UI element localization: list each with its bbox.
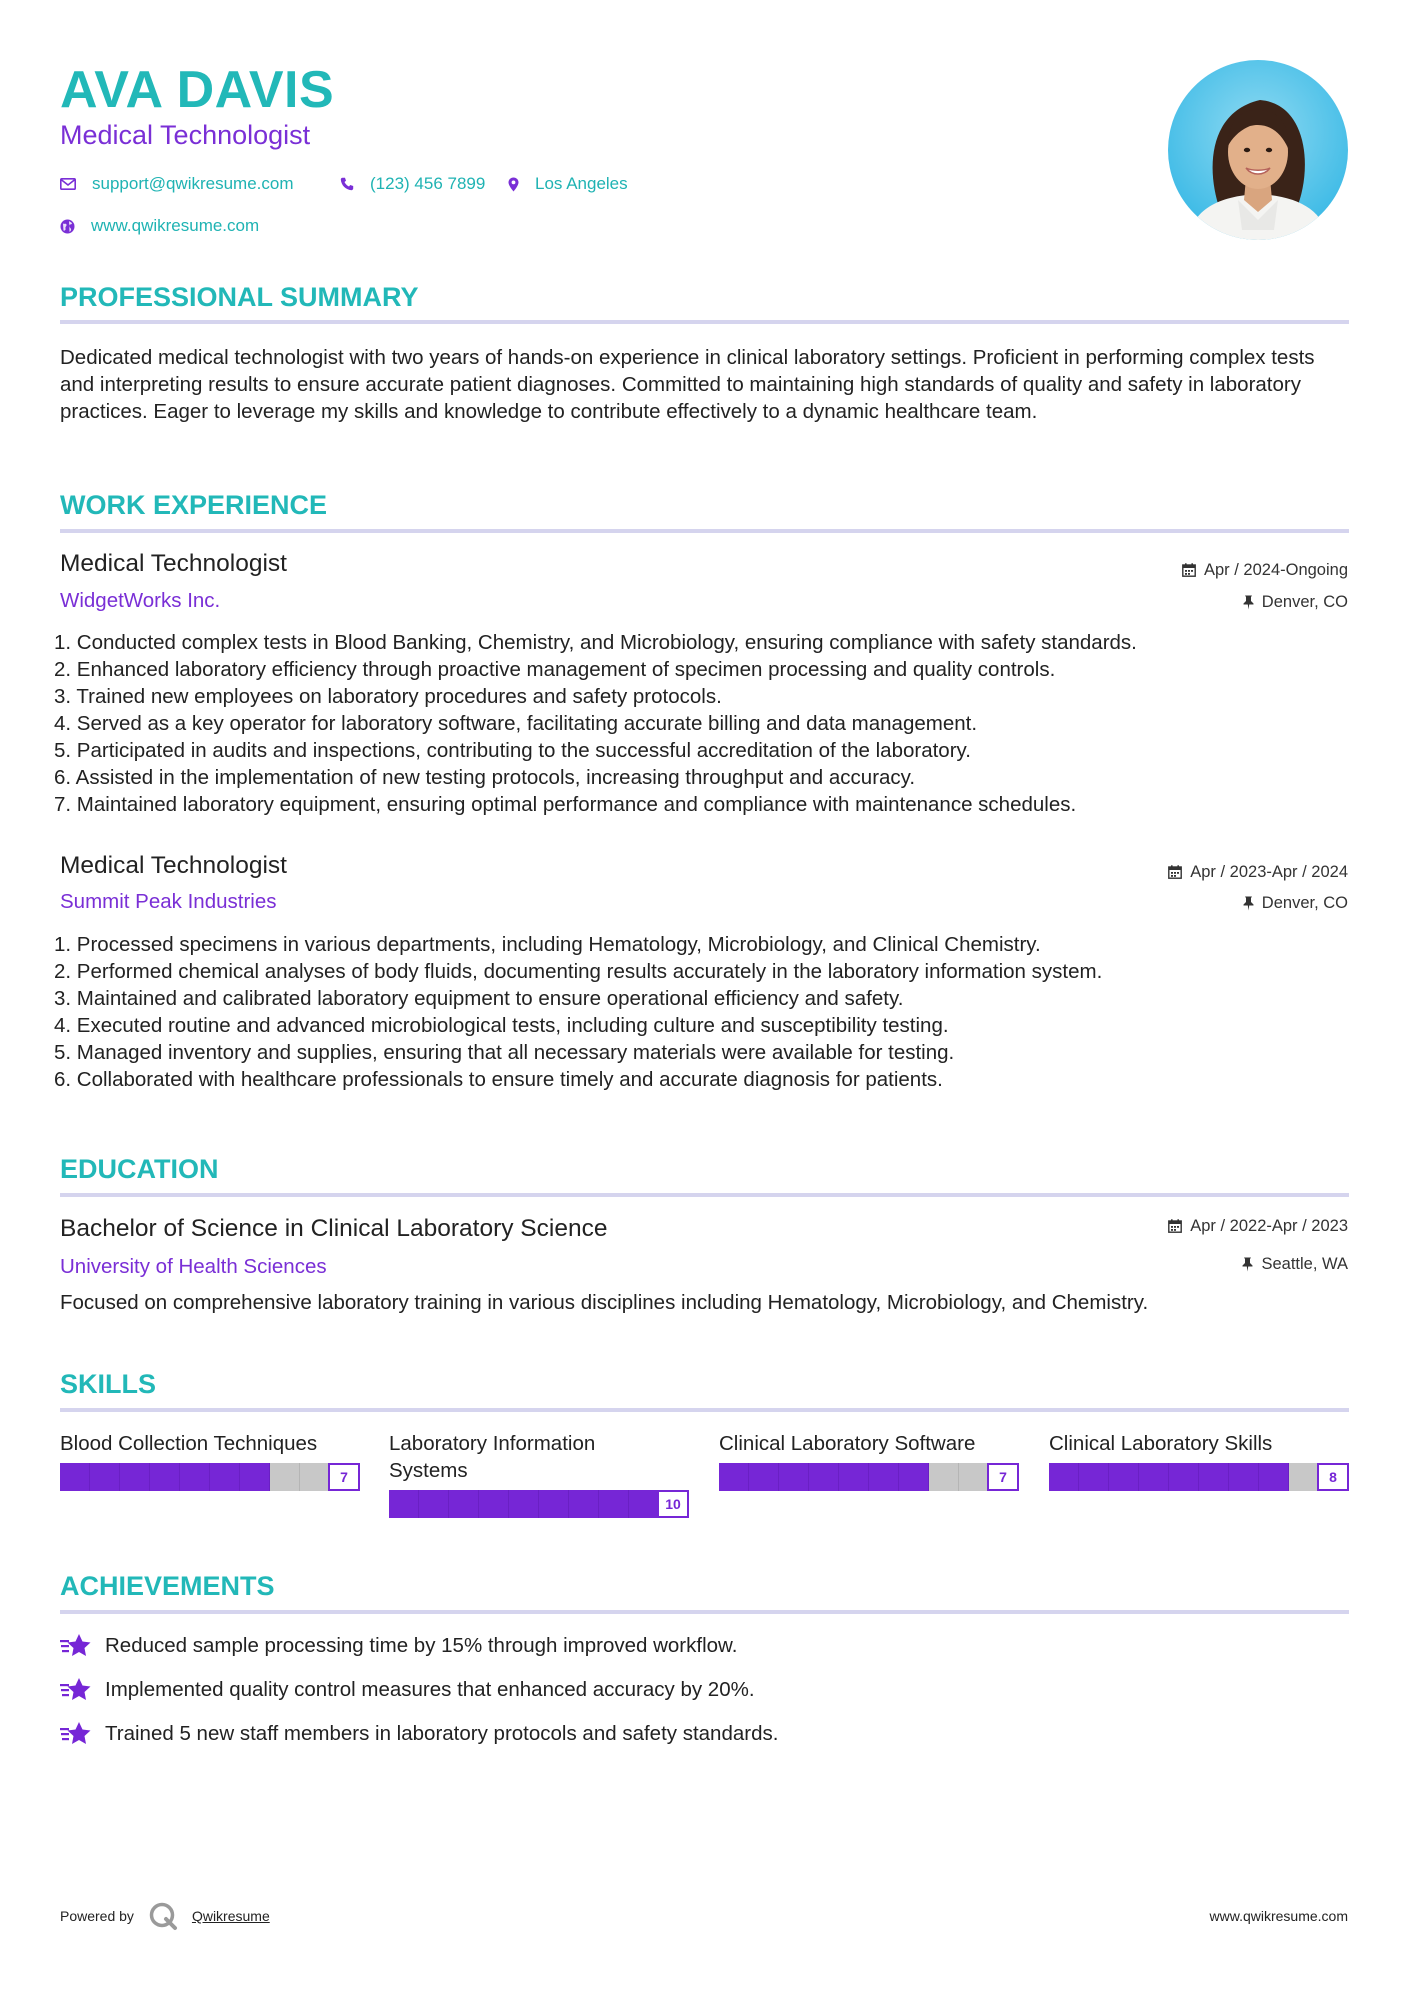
star-icon [60, 1676, 93, 1704]
skill-level-badge: 7 [328, 1463, 360, 1491]
experience-heading: WORK EXPERIENCE [60, 490, 328, 520]
skill-bar [1049, 1463, 1349, 1491]
job-responsibilities [54, 931, 1349, 1093]
list-item: 5. Managed inventory and supplies, ensuring that all necessary materials were available for testing. [54, 1041, 955, 1064]
skill-name: Clinical Laboratory Skills [1049, 1432, 1273, 1455]
skill-bar [719, 1463, 1019, 1491]
contact-email[interactable] [60, 172, 294, 196]
calendar-icon [1168, 1219, 1182, 1233]
candidate-title: Medical Technologist [60, 120, 311, 150]
skill-bar-segment [629, 1490, 659, 1518]
list-item: 5. Participated in audits and inspections, contributing to the successful accreditation of the laboratory. [54, 739, 971, 762]
skill-bar [389, 1490, 689, 1518]
skill-bar-segment [300, 1463, 330, 1491]
skill-item [389, 1430, 689, 1518]
education-location: Seattle, WA [1242, 1253, 1348, 1275]
skill-bar-segment [899, 1463, 929, 1491]
skill-item [719, 1430, 1019, 1491]
list-item: 3. Maintained and calibrated laboratory equipment to ensure operational efficiency and safety. [54, 987, 904, 1010]
skill-bar-segment [210, 1463, 240, 1491]
skill-bar-segment [839, 1463, 869, 1491]
achievement-item: Trained 5 new staff members in laboratory protocols and safety standards. [60, 1718, 778, 1750]
envelope-icon [60, 178, 76, 190]
skill-bar-segment [599, 1490, 629, 1518]
list-item: 6. Assisted in the implementation of new testing protocols, increasing throughput and accuracy. [54, 766, 916, 789]
skill-bar-segment [270, 1463, 300, 1491]
achievements-divider [60, 1610, 1349, 1614]
skill-level-badge: 10 [657, 1490, 689, 1518]
skill-bar-segment [479, 1490, 509, 1518]
summary-text: Dedicated medical technologist with two years of hands-on experience in clinical laboratory settings. Proficient in performing complex tests and interpreting results to ensure accurate patient diagnoses. Committed to maintaining high standards of quality and safety in laboratory practices. Eager to leverage my skills and knowledge to contribute effectively to a dynamic healthcare team. [60, 346, 1315, 423]
job-company: WidgetWorks Inc. [60, 589, 221, 612]
skill-item [1049, 1430, 1349, 1491]
skill-bar-segment [240, 1463, 270, 1491]
job-location: Denver, CO [1243, 892, 1348, 914]
skill-bar-segment [449, 1490, 479, 1518]
calendar-icon [1182, 563, 1196, 577]
skill-bar-segment [929, 1463, 959, 1491]
education-divider [60, 1193, 1349, 1197]
contact-location [508, 172, 628, 196]
star-icon [60, 1720, 93, 1748]
location-text: Los Angeles [535, 174, 628, 193]
skill-bar-segment [1289, 1463, 1319, 1491]
contact-website[interactable] [60, 214, 259, 238]
skill-bar-segment [1199, 1463, 1229, 1491]
pushpin-icon [1243, 595, 1254, 610]
list-item: 6. Collaborated with healthcare professionals to ensure timely and accurate diagnosis for patients. [54, 1068, 943, 1091]
phone-icon [340, 177, 354, 191]
skill-bar-segment [1109, 1463, 1139, 1491]
skill-bar-segment [809, 1463, 839, 1491]
education-heading: EDUCATION [60, 1154, 219, 1184]
pushpin-icon [1242, 1257, 1253, 1272]
globe-icon [60, 219, 75, 234]
skill-bar-segment [509, 1490, 539, 1518]
achievements-heading: ACHIEVEMENTS [60, 1571, 275, 1601]
skill-bar-segment [749, 1463, 779, 1491]
list-item: 2. Enhanced laboratory efficiency through proactive management of specimen processing and quality controls. [54, 658, 1056, 681]
contact-phone[interactable] [340, 172, 485, 196]
skill-bar-segment [869, 1463, 899, 1491]
skills-heading: SKILLS [60, 1369, 157, 1399]
skill-bar-segment [150, 1463, 180, 1491]
list-item: 2. Performed chemical analyses of body fluids, documenting results accurately in the laboratory information system. [54, 960, 1103, 983]
job-title: Medical Technologist [60, 852, 287, 879]
education-date: Apr / 2022-Apr / 2023 [1168, 1215, 1348, 1237]
pushpin-icon [1243, 896, 1254, 911]
skill-name: Laboratory Information Systems [389, 1432, 596, 1482]
footer-brand-link[interactable]: Qwikresume [191, 1908, 270, 1924]
skill-bar-segment [1079, 1463, 1109, 1491]
map-pin-icon [508, 177, 519, 192]
list-item: 7. Maintained laboratory equipment, ensuring optimal performance and compliance with maintenance schedules. [54, 793, 1077, 816]
skill-bar-segment [1259, 1463, 1289, 1491]
skill-bar-segment [419, 1490, 449, 1518]
skill-bar-segment [1169, 1463, 1199, 1491]
skill-bar [60, 1463, 360, 1491]
skill-level-badge: 7 [987, 1463, 1019, 1491]
job-date: Apr / 2023-Apr / 2024 [1168, 861, 1348, 883]
star-icon [60, 1632, 93, 1660]
skill-bar-segment [959, 1463, 989, 1491]
education-description: Focused on comprehensive laboratory training in various disciplines including Hematology, Microbiology, and Chemistry. [60, 1291, 1149, 1314]
summary-heading: PROFESSIONAL SUMMARY [60, 282, 419, 312]
job-location: Denver, CO [1243, 591, 1348, 613]
skill-item [60, 1430, 360, 1491]
skill-bar-segment [1049, 1463, 1079, 1491]
list-item: 4. Executed routine and advanced microbiological tests, including culture and susceptibility testing. [54, 1014, 949, 1037]
skill-bar-segment [60, 1463, 90, 1491]
skill-bar-segment [180, 1463, 210, 1491]
list-item: 3. Trained new employees on laboratory procedures and safety protocols. [54, 685, 722, 708]
skill-bar-segment [120, 1463, 150, 1491]
footer-website-link[interactable]: www.qwikresume.com [1209, 1908, 1348, 1924]
skill-level-badge: 8 [1317, 1463, 1349, 1491]
skill-name: Blood Collection Techniques [60, 1432, 318, 1455]
calendar-icon [1168, 865, 1182, 879]
job-title: Medical Technologist [60, 550, 287, 577]
skills-divider [60, 1408, 1349, 1412]
list-item: 1. Conducted complex tests in Blood Banking, Chemistry, and Microbiology, ensuring compliance with safety standards. [54, 631, 1137, 654]
job-company: Summit Peak Industries [60, 890, 277, 913]
skill-bar-segment [779, 1463, 809, 1491]
summary-divider [60, 320, 1349, 324]
job-responsibilities [54, 629, 1349, 818]
email-text: support@qwikresume.com [92, 174, 294, 193]
skill-name: Clinical Laboratory Software [719, 1432, 976, 1455]
experience-divider [60, 529, 1349, 533]
skill-bar-segment [389, 1490, 419, 1518]
profile-photo [1168, 60, 1348, 240]
website-text: www.qwikresume.com [91, 216, 260, 235]
job-date: Apr / 2024-Ongoing [1182, 559, 1348, 581]
skill-bar-segment [90, 1463, 120, 1491]
education-degree: Bachelor of Science in Clinical Laboratory Science [60, 1215, 608, 1242]
phone-text: (123) 456 7899 [370, 174, 486, 193]
achievement-item: Reduced sample processing time by 15% through improved workflow. [60, 1630, 737, 1662]
list-item: 4. Served as a key operator for laboratory software, facilitating accurate billing and data management. [54, 712, 978, 735]
skill-bar-segment [719, 1463, 749, 1491]
footer-powered-by: Powered by Qwikresume [60, 1900, 270, 1932]
skill-bar-segment [569, 1490, 599, 1518]
achievement-item: Implemented quality control measures that enhanced accuracy by 20%. [60, 1674, 755, 1706]
qwikresume-logo-icon [148, 1901, 178, 1931]
skill-bar-segment [539, 1490, 569, 1518]
skill-bar-segment [1229, 1463, 1259, 1491]
skill-bar-segment [1139, 1463, 1169, 1491]
education-school: University of Health Sciences [60, 1255, 327, 1278]
candidate-name: AVA DAVIS [60, 61, 335, 119]
list-item: 1. Processed specimens in various departments, including Hematology, Microbiology, and Clinical Chemistry. [54, 933, 1041, 956]
